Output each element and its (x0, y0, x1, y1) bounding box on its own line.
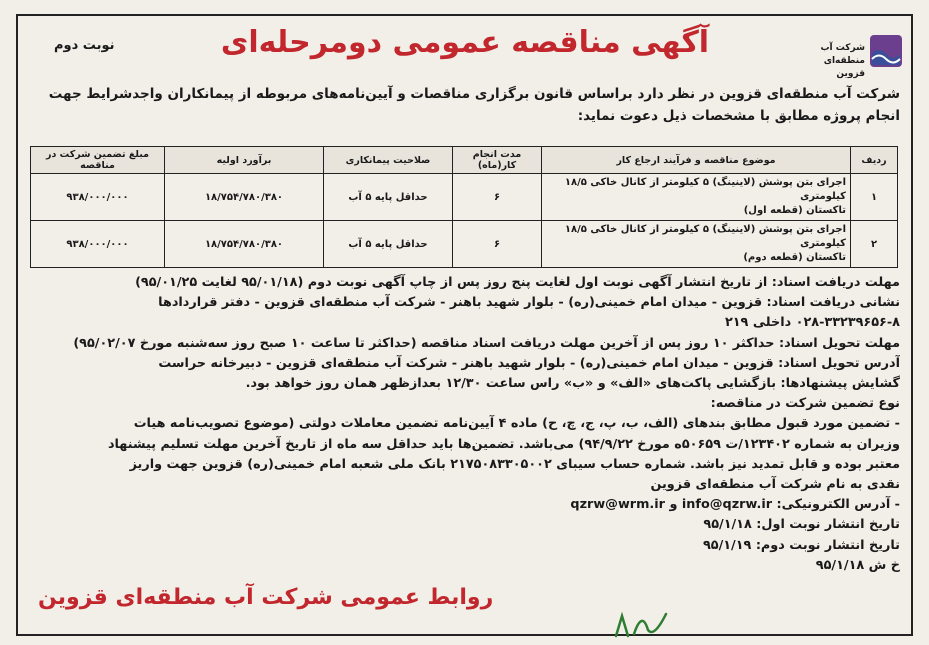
cell-duration: ۶ (453, 174, 542, 221)
guarantee-line-1: - تضمین مورد قبول مطابق بندهای (الف، ب، پ، ج، چ، ح) ماده ۴ آیین‌نامه تضمین معاملات دولتی (موضوع تصویب‌نامه هیات (133, 416, 900, 432)
deadline-submit: مهلت تحویل اسناد: حداکثر ۱۰ روز پس از آخرین مهلت دریافت اسناد مناقصه (حداکثر تا ساعت ۱۰ صبح روز سه‌شنبه مورخ ۹۵/۰۲/۰۷) (73, 335, 900, 351)
guarantee-line-2: وزیران به شماره ۱۲۳۴۰۲/ت ۵۰۶۵۹ه مورخ ۹۴/۹/۲۲) می‌باشد. تضمین‌ها باید حداقل سه ماه از تاریخ آخرین مهلت تسلیم پیشنهاد (107, 436, 900, 452)
subject-line-1: اجرای بتن پوشش (لاینینگ) ۵ کیلومتر از کانال خاکی ۱۸/۵ کیلومتری (564, 224, 846, 249)
header-subject: موضوع مناقصه و فرآیند ارجاع کار (542, 147, 851, 174)
phone-number: ۰۲۸-۳۳۲۳۹۶۵۶-۸ داخلی ۲۱۹ (724, 315, 900, 331)
header-duration: مدت انجام کار(ماه) (453, 147, 542, 174)
deadline-receive: مهلت دریافت اسناد: از تاریخ انتشار آگهی نوبت اول لغایت پنج روز پس از چاپ آگهی نوبت دوم (۹۵/۰۱/۱۸ لغایت ۹۵/۰۱/۲۵) (135, 275, 900, 290)
publication-date-1: تاریخ انتشار نوبت اول: ۹۵/۱/۱۸ (703, 517, 900, 533)
handwritten-mark-icon (612, 608, 672, 642)
opening-info: گشایش پیشنهادها: بازگشایی پاکت‌های «الف» و «ب» راس ساعت ۱۲/۳۰ بعدازظهر همان روز خواهد بود. (245, 376, 900, 392)
table-row (31, 221, 898, 268)
reference-code: خ ش ۹۵/۱/۱۸ (815, 557, 900, 573)
intro-line-2: انجام پروژه مطابق با مشخصات ذیل دعوت نماید: (577, 108, 900, 124)
publication-date-2: تاریخ انتشار نوبت دوم: ۹۵/۱/۱۹ (702, 537, 900, 553)
subject-line-2: تاکستان (قطعه اول) (743, 205, 846, 216)
cell-row-no: ۱ (851, 174, 898, 221)
guarantee-line-3: معتبر بوده و قابل تمدید نیز باشد. شماره حساب سیبای ۲۱۷۵۰۸۳۳۰۵۰۰۲ بانک ملی شعبه امام خمینی(ره) قزوین جهت واریز (129, 456, 900, 472)
table-row (31, 174, 898, 221)
header-guarantee: مبلغ تضمین شرکت در مناقصه (31, 147, 165, 174)
email-line (28, 495, 900, 515)
tender-table (30, 146, 898, 268)
email-address: qzrw@wrm.ir و info@qzrw.ir (570, 497, 773, 513)
guarantee-line-4: نقدی به نام شرکت آب منطقه‌ای قزوین (650, 477, 900, 493)
intro-text (28, 83, 900, 127)
ad-body (28, 273, 900, 576)
header-qualification: صلاحیت پیمانکاری (324, 147, 453, 174)
subject-line-2: تاکستان (قطعه دوم) (743, 252, 846, 263)
cell-guarantee: ۹۳۸/۰۰۰/۰۰۰ (31, 221, 165, 268)
cell-row-no: ۲ (851, 221, 898, 268)
signature: روابط عمومی شرکت آب منطقه‌ای قزوین (38, 585, 494, 610)
water-logo-icon (869, 34, 903, 68)
header-estimate: برآورد اولیه (165, 147, 324, 174)
company-name: شرکت آب منطقه‌ای قزوین (820, 43, 865, 79)
cell-qualification: حداقل پایه ۵ آب (324, 221, 453, 268)
cell-estimate: ۱۸/۷۵۴/۷۸۰/۳۸۰ (165, 221, 324, 268)
cell-duration: ۶ (453, 221, 542, 268)
address-receive: نشانی دریافت اسناد: قزوین - میدان امام خمینی(ره) - بلوار شهید باهنر - شرکت آب منطقه‌ای قزوین - دفتر قراردادها (158, 295, 900, 311)
guarantee-type: نوع تضمین شرکت در مناقصه: (710, 396, 900, 412)
intro-line-1: شرکت آب منطقه‌ای قزوین در نظر دارد براساس قانون برگزاری مناقصات و آیین‌نامه‌های مربوطه از پیمانکاران واجدشرایط جهت (48, 86, 900, 102)
cell-subject (542, 174, 851, 221)
cell-estimate: ۱۸/۷۵۴/۷۸۰/۳۸۰ (165, 174, 324, 221)
cell-guarantee: ۹۳۸/۰۰۰/۰۰۰ (31, 174, 165, 221)
cell-qualification: حداقل پایه ۵ آب (324, 174, 453, 221)
address-submit: آدرس تحویل اسناد: قزوین - میدان امام خمینی(ره) - بلوار شهید باهنر - شرکت آب منطقه‌ای قزوین - دبیرخانه حراست (158, 355, 900, 371)
subject-line-1: اجرای بتن پوشش (لاینینگ) ۵ کیلومتر از کانال خاکی ۱۸/۵ کیلومتری (564, 177, 846, 202)
ad-title: آگهی مناقصه عمومی دومرحله‌ای (220, 25, 710, 60)
table-header-row (31, 147, 898, 174)
email-label: - آدرس الکترونیکی: (776, 497, 900, 513)
header-row-no: ردیف (851, 147, 898, 174)
company-logo (813, 30, 903, 80)
cell-subject (542, 221, 851, 268)
round-label: نوبت دوم (54, 38, 115, 53)
